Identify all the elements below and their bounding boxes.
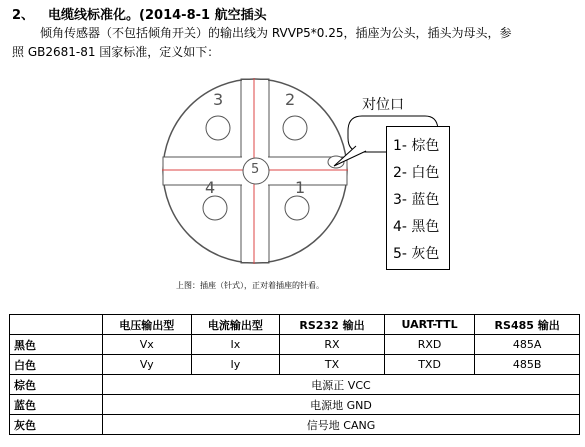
pin-2-circle [283, 116, 307, 140]
paragraph-line-1: 倾角传感器（不包括倾角开关）的输出线为 RVVP5*0.25，插座为公头，插头为母头，参 [40, 26, 512, 40]
pin-label-1: 1 [295, 178, 306, 197]
table-cell: Vx [103, 335, 192, 355]
table-cell: RX [280, 335, 385, 355]
table-header: 电压输出型 [103, 315, 192, 335]
table-cell: Iy [191, 355, 280, 375]
table-cell: 黑色 [10, 335, 103, 355]
key-callout-label: 对位口 [362, 97, 404, 113]
figure-caption: 上图：插座（针式），正对着插座的针看。 [176, 281, 324, 290]
connector-figure [0, 56, 585, 306]
section-heading [12, 4, 267, 23]
table-cell: 信号地 CANG [103, 415, 580, 435]
color-legend [386, 126, 450, 270]
pin-4-circle [203, 196, 227, 220]
pin-label-5: 5 [251, 162, 260, 177]
table-row [10, 415, 580, 435]
table-cell: RXD [384, 335, 474, 355]
table-header: UART-TTL [384, 315, 474, 335]
table-cell: 电源地 GND [103, 395, 580, 415]
table-cell: Vy [103, 355, 192, 375]
table-header: RS485 输出 [475, 315, 580, 335]
section-title: 电缆线标准化。(2014-8-1 航空插头 [48, 8, 267, 23]
table-cell: TX [280, 355, 385, 375]
table-header [10, 315, 103, 335]
pin-1-circle [285, 196, 309, 220]
table-cell: 电源正 VCC [103, 375, 580, 395]
table-cell: Ix [191, 335, 280, 355]
table-cell: 485A [475, 335, 580, 355]
pin-label-3: 3 [213, 90, 224, 109]
legend-item-3: 3- 蓝色 [393, 192, 440, 208]
legend-item-4: 4- 黑色 [393, 219, 440, 235]
table-cell: TXD [384, 355, 474, 375]
table-cell: 棕色 [10, 375, 103, 395]
paragraph-line-2: 照 GB2681-81 国家标准，定义如下： [12, 45, 220, 59]
pin-label-2: 2 [285, 90, 296, 109]
table-row [10, 395, 580, 415]
wiring-table [9, 314, 580, 435]
table-header: RS232 输出 [280, 315, 385, 335]
pin-3-circle [206, 116, 230, 140]
pin-label-4: 4 [205, 178, 216, 197]
legend-item-1: 1- 棕色 [393, 138, 440, 154]
table-header: 电流输出型 [191, 315, 280, 335]
table-cell: 白色 [10, 355, 103, 375]
table-row [10, 335, 580, 355]
table-cell: 灰色 [10, 415, 103, 435]
table-row [10, 375, 580, 395]
legend-item-2: 2- 白色 [393, 165, 440, 181]
table-header-row [10, 315, 580, 335]
legend-item-5: 5- 灰色 [393, 246, 440, 262]
table-row [10, 355, 580, 375]
section-number: 2、 [12, 8, 35, 23]
table-cell: 485B [475, 355, 580, 375]
table-cell: 蓝色 [10, 395, 103, 415]
